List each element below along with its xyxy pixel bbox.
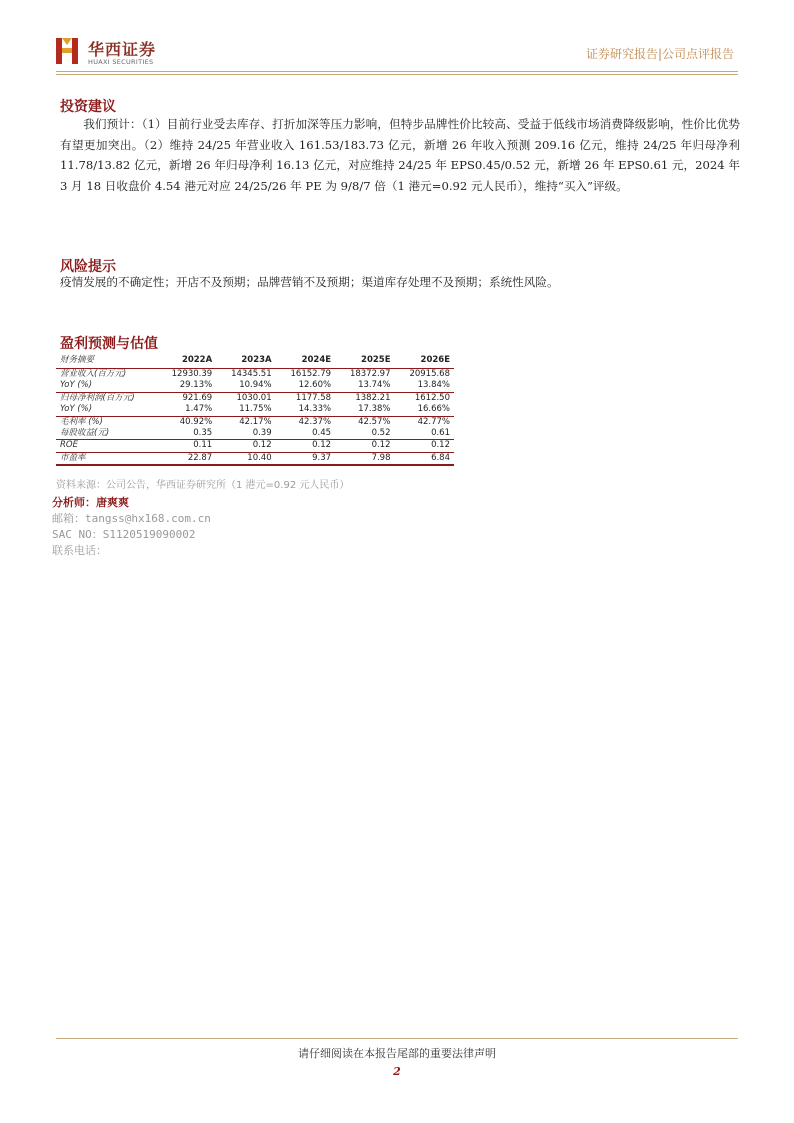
cell: 10.94% bbox=[216, 380, 275, 392]
cell: 1612.50 bbox=[414, 392, 450, 403]
row-label: 市盈率 bbox=[56, 452, 157, 465]
row-label: ROE bbox=[56, 440, 157, 452]
table-row bbox=[56, 428, 454, 440]
cell: 18372.97 bbox=[349, 369, 391, 379]
cell: 40.92% bbox=[179, 416, 213, 427]
header-divider bbox=[56, 71, 738, 72]
risk-title: 风险提示 bbox=[60, 259, 116, 275]
cell: 7.98 bbox=[335, 452, 394, 465]
financial-table bbox=[56, 354, 454, 466]
table-row bbox=[56, 440, 454, 452]
cell: 0.11 bbox=[157, 440, 216, 452]
row-label: 每股收益(元) bbox=[56, 428, 157, 440]
logo-text-en: HUAXI SECURITIES bbox=[88, 58, 154, 66]
table-row bbox=[56, 369, 454, 381]
analyst-name: 分析师：唐爽爽 bbox=[52, 496, 129, 509]
row-label: 归母净利润(百万元) bbox=[60, 392, 135, 403]
table-header-cell: 2026E bbox=[395, 354, 455, 369]
cell: 42.57% bbox=[358, 416, 391, 427]
cell: 42.77% bbox=[417, 416, 450, 427]
cell: 42.17% bbox=[239, 416, 272, 427]
analyst-phone: 联系电话： bbox=[52, 544, 107, 557]
cell: 9.37 bbox=[276, 452, 335, 465]
cell: 0.35 bbox=[157, 428, 216, 440]
table-header-row bbox=[56, 354, 454, 369]
row-label: YoY (%) bbox=[56, 404, 157, 416]
cell: 10.40 bbox=[216, 452, 275, 465]
footer-divider bbox=[56, 1038, 738, 1039]
cell: 12930.39 bbox=[171, 369, 213, 379]
investment-paragraph: 我们预计：（1）目前行业受去库存、打折加深等压力影响，但特步品牌性价比较高、受益于低线市场消费降级影响，性价比优势有望更加突出。（2）维持 24/25 年营业收入 161.53/183.73 亿元，新增 26 年收入预测 209.16 亿元，维持 24/25 年归母净利 11.78/13.82 亿元，新增 26 年归母净利 16.13 亿元，对应维持 24/25 年 EPS0.45/0.52 元，新增 26 年 EPS0.61 元，2024 年 3 月 18 日收盘价 4.54 港元对应 24/25/26 年 PE 为 9/8/7 倍（1 港元=0.92 元人民币），维持“买入”评级。 bbox=[60, 117, 740, 193]
cell: 16152.79 bbox=[290, 369, 332, 379]
cell: 0.12 bbox=[276, 440, 335, 452]
row-label: 毛利率 (%) bbox=[60, 416, 103, 427]
table-row bbox=[56, 416, 454, 428]
forecast-title: 盈利预测与估值 bbox=[60, 336, 158, 352]
row-label: YoY (%) bbox=[56, 380, 157, 392]
analyst-email: 邮箱：tangss@hx168.com.cn bbox=[52, 512, 211, 525]
table-source: 资料来源：公司公告，华西证券研究所（1 港元=0.92 元人民币） bbox=[56, 480, 350, 491]
cell: 16.66% bbox=[395, 404, 455, 416]
table-header-cell: 2025E bbox=[335, 354, 394, 369]
table-header-cell: 财务摘要 bbox=[56, 354, 157, 369]
cell: 42.37% bbox=[298, 416, 332, 427]
cell: 29.13% bbox=[157, 380, 216, 392]
table-row bbox=[56, 380, 454, 392]
cell: 0.61 bbox=[395, 428, 455, 440]
table-row bbox=[56, 392, 454, 404]
cell: 14.33% bbox=[276, 404, 335, 416]
row-label: 营业收入(百万元) bbox=[60, 369, 127, 379]
cell: 13.84% bbox=[395, 380, 455, 392]
table-header-cell: 2024E bbox=[276, 354, 335, 369]
cell: 1177.58 bbox=[295, 392, 332, 403]
cell: 14345.51 bbox=[231, 369, 272, 379]
report-type: 证券研究报告|公司点评报告 bbox=[585, 47, 734, 61]
cell: 13.74% bbox=[335, 380, 394, 392]
page-header bbox=[0, 0, 794, 80]
cell: 0.52 bbox=[335, 428, 394, 440]
cell: 1.47% bbox=[157, 404, 216, 416]
cell: 20915.68 bbox=[409, 369, 450, 379]
cell: 0.12 bbox=[216, 440, 275, 452]
cell: 0.12 bbox=[335, 440, 394, 452]
cell: 17.38% bbox=[335, 404, 394, 416]
cell: 0.45 bbox=[276, 428, 335, 440]
header-divider-2 bbox=[56, 74, 738, 75]
table-row bbox=[56, 404, 454, 416]
cell: 11.75% bbox=[216, 404, 275, 416]
footer-disclaimer: 请仔细阅读在本报告尾部的重要法律声明 bbox=[298, 1047, 496, 1060]
cell: 12.60% bbox=[276, 380, 335, 392]
cell: 0.12 bbox=[395, 440, 455, 452]
cell: 22.87 bbox=[157, 452, 216, 465]
table-header-cell: 2023A bbox=[216, 354, 275, 369]
analyst-sac: SAC NO：S1120519090002 bbox=[52, 528, 196, 541]
table-row bbox=[56, 452, 454, 465]
cell: 921.69 bbox=[182, 392, 213, 403]
huaxi-logo-icon bbox=[54, 36, 80, 66]
cell: 0.39 bbox=[216, 428, 275, 440]
cell: 1030.01 bbox=[236, 392, 272, 403]
risk-paragraph: 疫情发展的不确定性；开店不及预期；品牌营销不及预期；渠道库存处理不及预期；系统性风险。 bbox=[60, 275, 559, 289]
table-header-cell: 2022A bbox=[157, 354, 216, 369]
investment-title: 投资建议 bbox=[60, 99, 116, 115]
cell: 6.84 bbox=[395, 452, 455, 465]
page-number: 2 bbox=[393, 1065, 401, 1078]
cell: 1382.21 bbox=[355, 392, 391, 403]
logo-text-cn: 华西证券 bbox=[88, 40, 157, 59]
